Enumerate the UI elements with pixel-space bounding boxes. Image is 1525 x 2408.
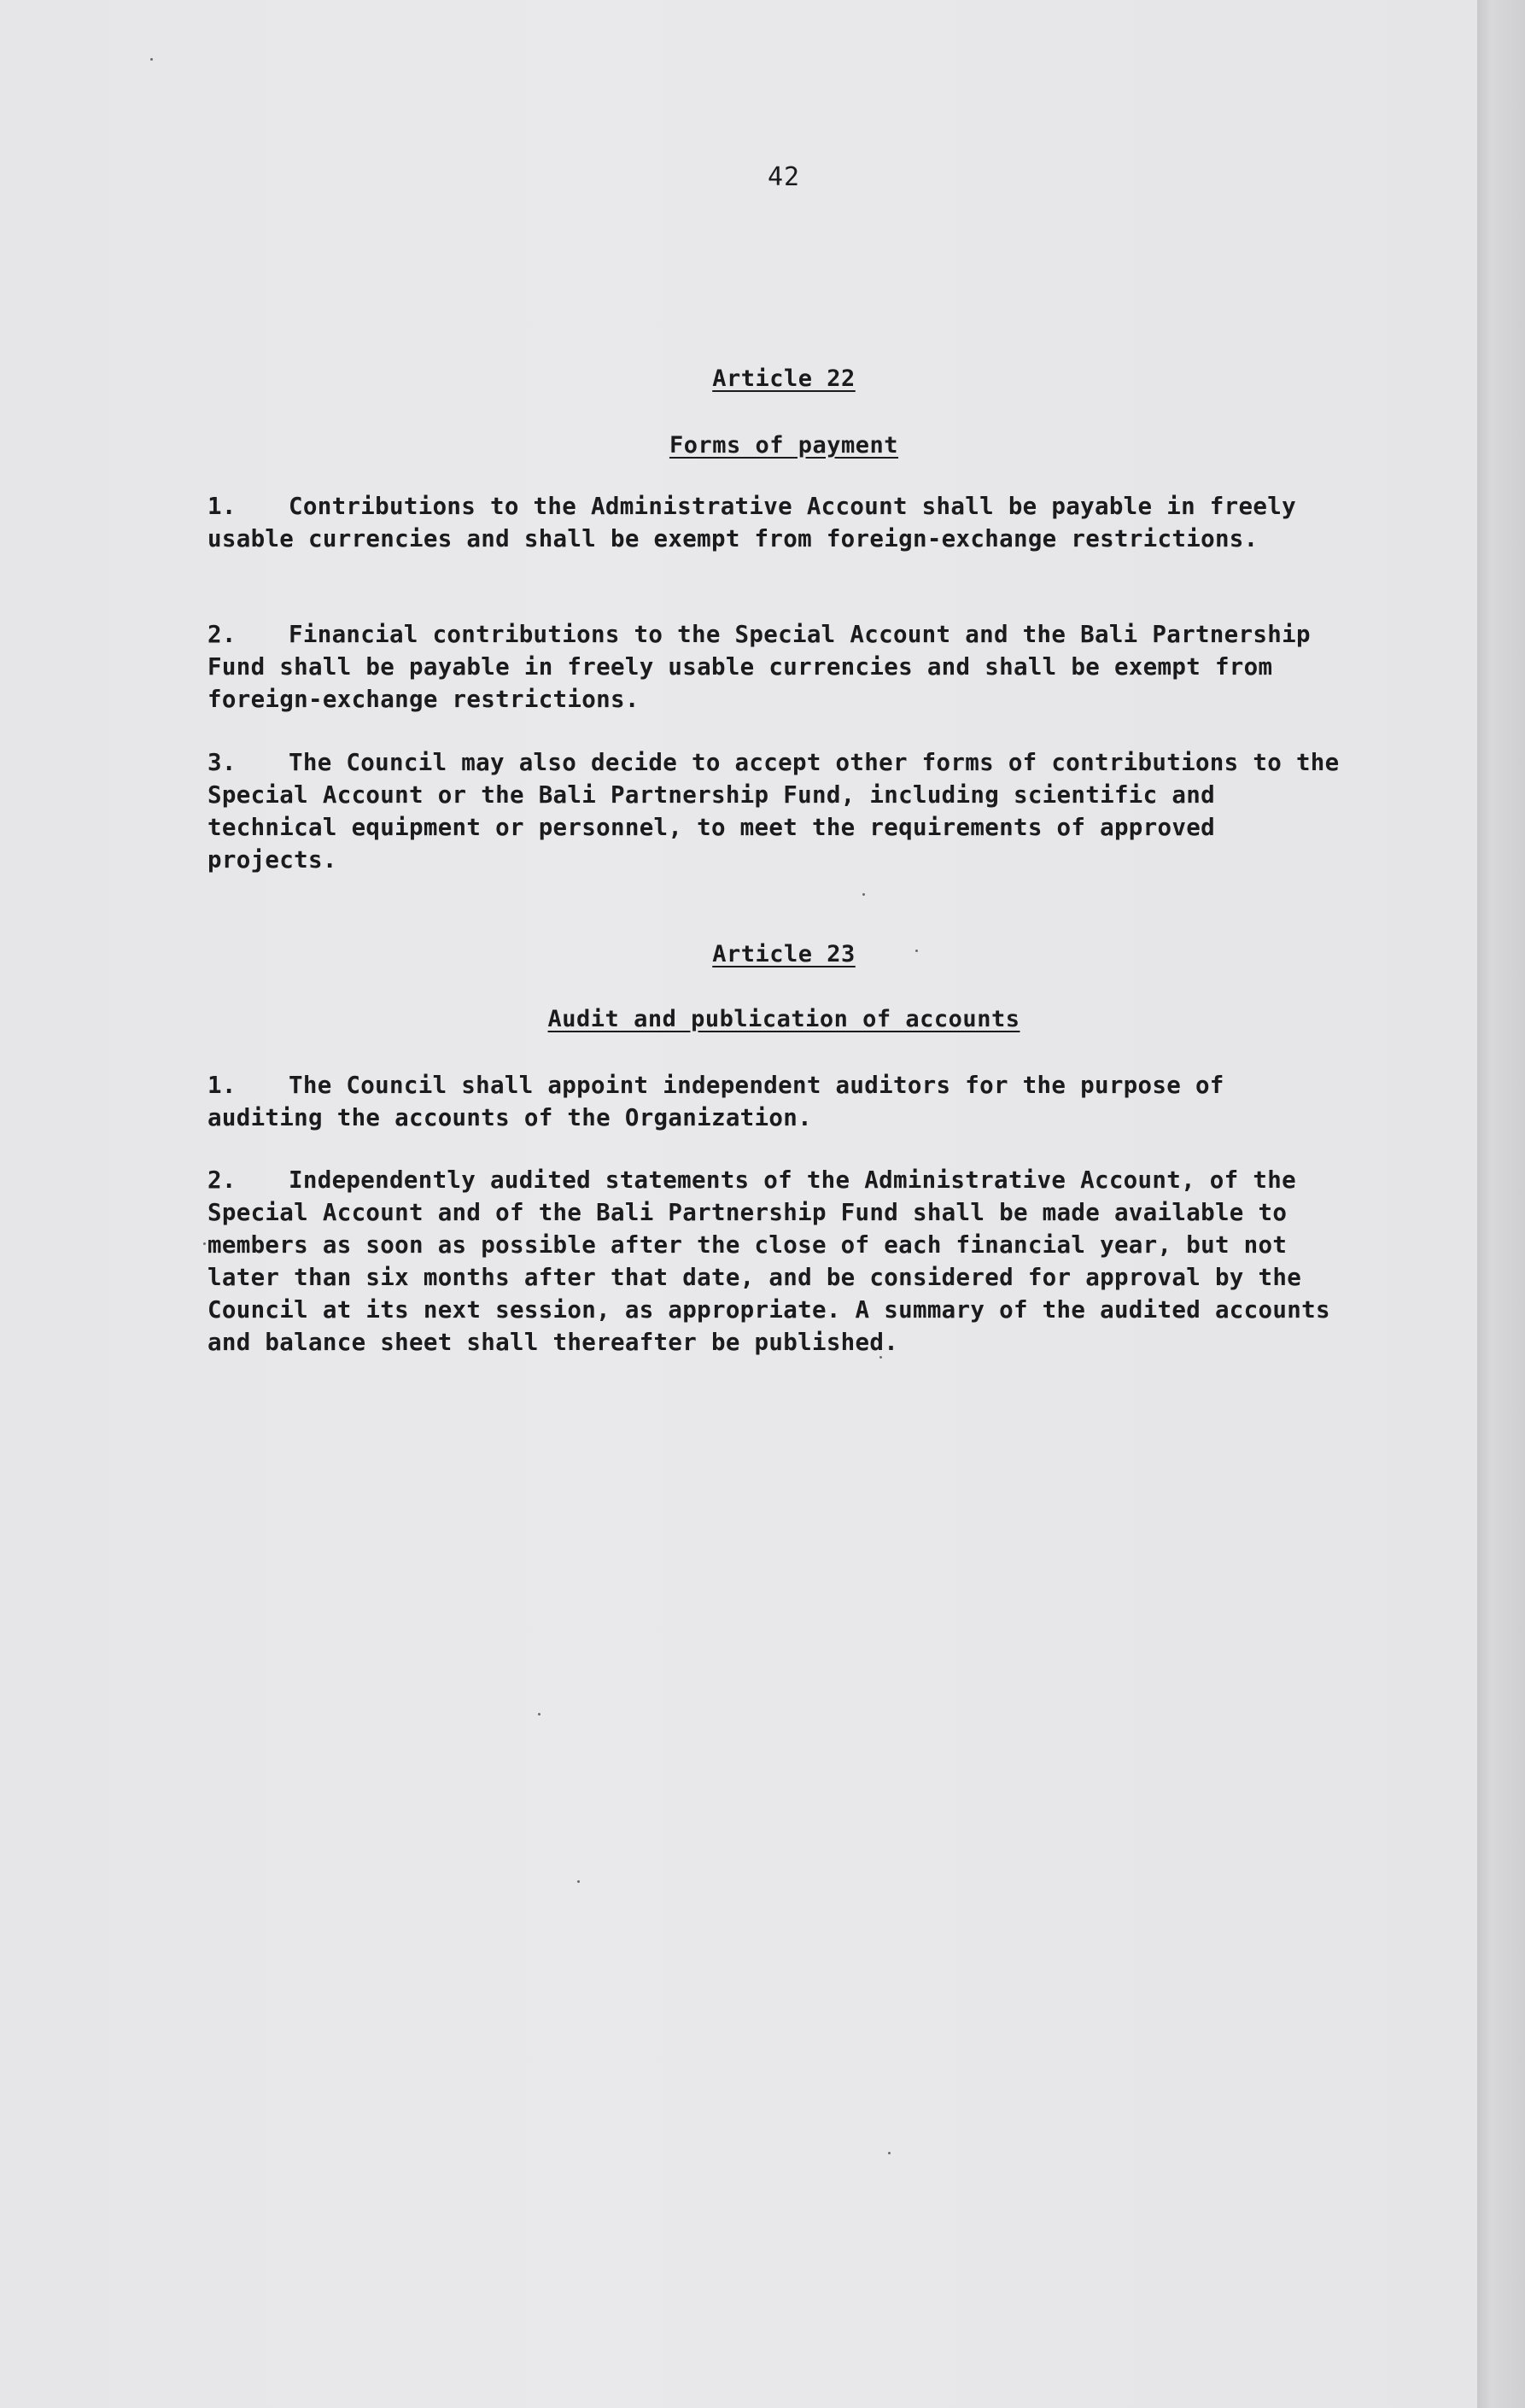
article-23-paragraph-1 — [207, 1069, 1352, 1134]
article-23-title: Article 23 — [712, 941, 856, 967]
article-22-paragraph-1 — [207, 490, 1352, 555]
scan-speck — [888, 2152, 891, 2154]
paragraph-text: The Council may also decide to accept other forms of contributions to the Special Account or the Bali Partnership Fund, including scientific and technical equipment or personnel, to meet the requirements of approved projects. — [207, 749, 1340, 874]
paragraph-number: 3. — [207, 749, 237, 776]
article-23-paragraph-2 — [207, 1164, 1352, 1359]
paragraph-text: Contributions to the Administrative Account shall be payable in freely usable currencies and shall be exempt from foreign-exchange restrictions. — [207, 493, 1296, 552]
scan-speck — [203, 1242, 206, 1245]
article-22-paragraph-3 — [207, 746, 1352, 876]
scan-speck — [577, 1880, 580, 1883]
scan-speck — [915, 950, 918, 952]
article-22-subtitle: Forms of payment — [669, 432, 899, 459]
scan-speck — [862, 893, 865, 896]
scan-speck — [538, 1713, 540, 1715]
paragraph-number: 2. — [207, 1166, 237, 1194]
paragraph-number: 1. — [207, 1072, 237, 1099]
page-edge-shadow — [1477, 0, 1525, 2408]
paragraph-number: 1. — [207, 493, 237, 520]
article-23-subtitle: Audit and publication of accounts — [547, 1006, 1020, 1032]
article-22-title: Article 22 — [712, 365, 856, 392]
paragraph-text: Financial contributions to the Special Account and the Bali Partnership Fund shall be payable in freely usable currencies and shall be exempt from foreign-exchange restrictions. — [207, 621, 1311, 713]
paragraph-text: Independently audited statements of the Administrative Account, of the Special Account and of the Bali Partnership Fund shall be made available to members as soon as possible after the close of each financial year, but not later than six months after that date, and be considered for approval by the Council at its next session, as appropriate. A summary of the audited accounts and balance sheet shall thereafter be published. — [207, 1166, 1330, 1356]
paragraph-number: 2. — [207, 621, 237, 648]
page-number: 42 — [767, 162, 801, 192]
article-22-paragraph-2 — [207, 618, 1352, 716]
scan-speck — [150, 58, 153, 61]
scan-speck — [879, 1356, 882, 1359]
paragraph-text: The Council shall appoint independent auditors for the purpose of auditing the accounts of the Organization. — [207, 1072, 1224, 1131]
